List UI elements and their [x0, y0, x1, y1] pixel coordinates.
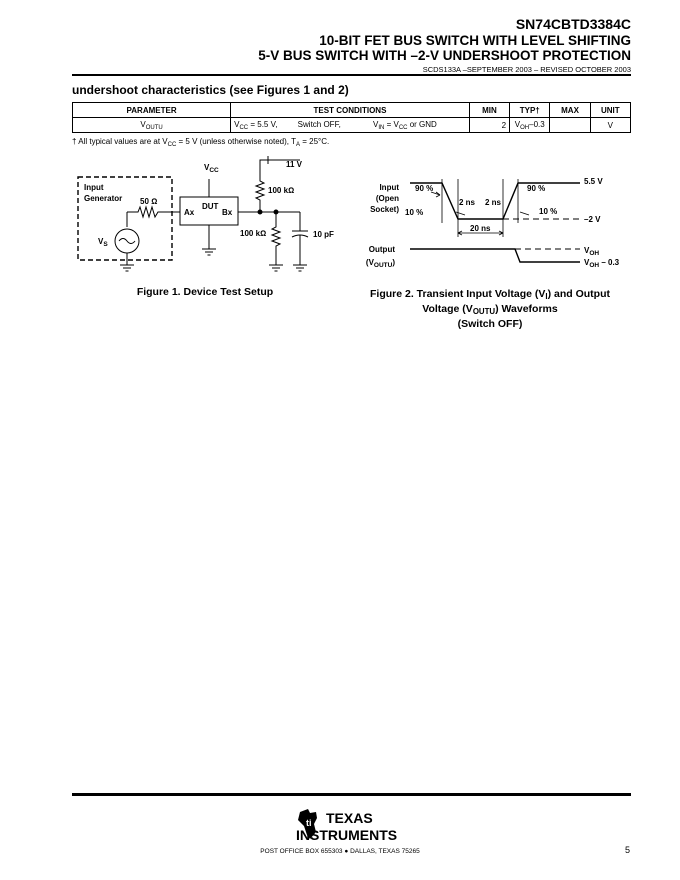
col-max: MAX: [550, 103, 590, 118]
p90-right-label: 90 %: [527, 184, 546, 193]
pulldown-resistor-label: 100 kΩ: [240, 229, 267, 238]
col-parameter: PARAMETER: [73, 103, 231, 118]
footer-rule: [72, 793, 631, 796]
p10-left-label: 10 %: [405, 208, 424, 217]
col-min: MIN: [469, 103, 509, 118]
cell-max: [550, 118, 590, 133]
footnote: † All typical values are at $V_{CC} = 5$ V (unless otherwise noted), $T_A = 25^\circ C$.: [72, 137, 330, 148]
cell-conditions: $V_{CC} = 5.5$ V, Switch OFF, $V_{IN} = V_{CC}$ or GND: [231, 118, 470, 133]
p10-right-label: 10 %: [539, 207, 558, 216]
cell-typ: $V_{OH}-0.3$: [510, 118, 550, 133]
figure2-caption: [350, 288, 630, 330]
figure1-caption: Figure 1. Device Test Setup: [136, 286, 274, 298]
input-generator-label-2: Generator: [84, 194, 123, 203]
col-unit: UNIT: [590, 103, 630, 118]
p90-left-label: 90 %: [415, 184, 434, 193]
supply-11v-label: 11 V: [286, 160, 303, 169]
figure2-caption-line3: (Switch OFF): [457, 318, 523, 330]
undershoot-table: [72, 102, 631, 133]
col-test-conditions: TEST CONDITIONS: [231, 103, 470, 118]
vs-label: $V_S$: [98, 237, 108, 248]
dut-label: DUT: [202, 202, 219, 211]
svg-text:ti: ti: [306, 818, 312, 828]
capacitor-label: 10 pF: [313, 230, 334, 239]
input-generator-label: Input: [84, 183, 104, 192]
voh-minus-label: $V_{OH} - 0.3$: [584, 258, 620, 269]
figure2-caption-line2: Voltage $(V_{OUTU})$ Waveforms: [422, 303, 558, 316]
cell-min: 2: [469, 118, 509, 133]
vhigh-label: 5.5 V: [584, 177, 603, 186]
series-resistor-label: 50 Ω: [140, 197, 158, 206]
ti-logo: [294, 806, 414, 847]
fall-time-label: 2 ns: [459, 198, 476, 207]
ground-icon: [202, 249, 216, 255]
vlow-label: –2 V: [584, 215, 601, 224]
bx-pin-label: Bx: [222, 208, 233, 217]
ground-icon: [293, 265, 307, 271]
ground-icon: [120, 265, 134, 271]
figure1-test-setup-diagram: [70, 155, 340, 290]
table-header-row: [73, 103, 631, 118]
svg-text:Instruments: Instruments: [296, 827, 398, 842]
voh-label: $V_{OH}$: [584, 246, 600, 257]
output-label: Output: [368, 245, 395, 254]
ground-icon: [269, 265, 283, 271]
pulse-width-label: 20 ns: [470, 224, 491, 233]
page-number: 5: [624, 845, 630, 855]
cell-unit: V: [590, 118, 630, 133]
rise-time-label: 2 ns: [485, 198, 502, 207]
header-rule: [72, 74, 631, 76]
part-number: SN74CBTD3384C: [515, 16, 631, 32]
footer-address: POST OFFICE BOX 655303 ● DALLAS, TEXAS 75265: [260, 848, 420, 855]
input-label: Input: [379, 183, 399, 192]
pulldown-resistor: [272, 212, 280, 265]
output-label-2: $(V_{OUTU})$: [365, 258, 395, 269]
figure2-caption-line1: Figure 2. Transient Input Voltage $(V_I)$ and Output: [369, 288, 610, 301]
output-waveform: [410, 249, 580, 262]
input-label-2: (Open: [375, 194, 399, 203]
doc-title-line2: 5-V BUS SWITCH WITH –2-V UNDERSHOOT PROTECTION: [258, 48, 631, 63]
section-title: undershoot characteristics (see Figures 1 and 2): [72, 83, 349, 97]
document-id: SCDS133A –SEPTEMBER 2003 – REVISED OCTOBER 2003: [422, 65, 631, 74]
cell-parameter: $V_{OUTU}$: [73, 118, 231, 133]
pullup-resistor-label: 100 kΩ: [268, 186, 295, 195]
figure2-waveform-diagram: [355, 165, 640, 275]
ti-logo-icon: [294, 806, 414, 842]
input-label-3: Socket): [370, 205, 399, 214]
col-typ: TYP†: [510, 103, 550, 118]
svg-text:Texas: Texas: [326, 810, 373, 826]
ax-pin-label: Ax: [184, 208, 195, 217]
doc-title-line1: 10-BIT FET BUS SWITCH WITH LEVEL SHIFTING: [319, 33, 631, 48]
vcc-label: $V_{CC}$: [204, 163, 219, 174]
table-row: [73, 118, 631, 133]
